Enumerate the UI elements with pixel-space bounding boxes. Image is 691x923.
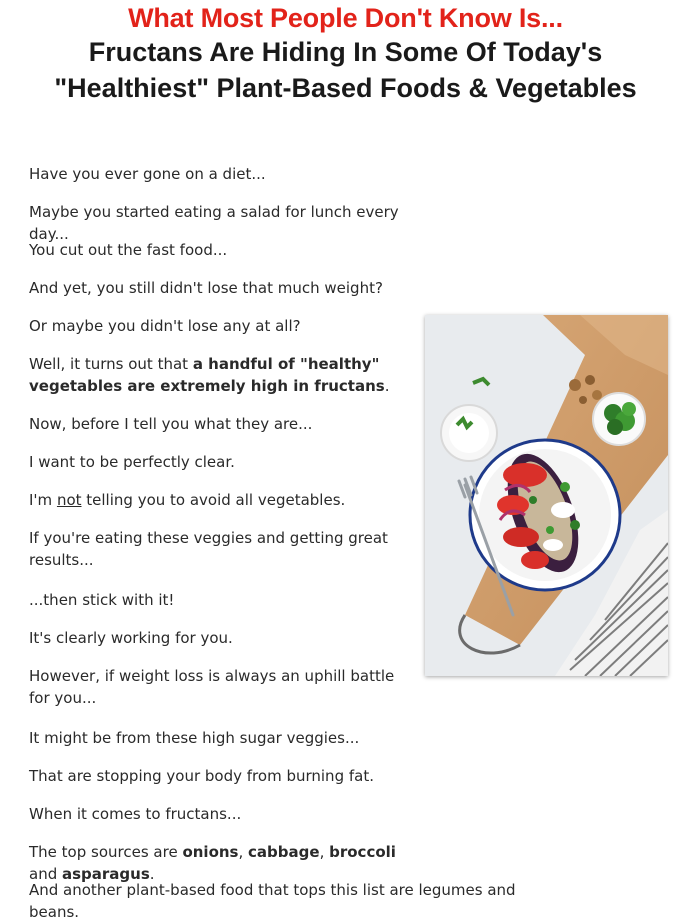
paragraph (29, 489, 399, 511)
text-segment: and (29, 865, 62, 883)
paragraph: If you're eating these veggies and getting great results... (29, 529, 388, 569)
bold-text: cabbage (248, 843, 320, 861)
text-segment: , (238, 843, 249, 861)
paragraph: Maybe you started eating a salad for lunch every day... (29, 203, 399, 243)
paragraph: It might be from these high sugar veggies... (29, 729, 360, 747)
eggplant-salad-illustration (425, 315, 668, 676)
paragraph: And another plant-based food that tops this list are legumes and beans. (29, 881, 516, 921)
text-segment: telling you to avoid all vegetables. (81, 491, 346, 509)
text-segment: I'm (29, 491, 57, 509)
headline-title: Fructans Are Hiding In Some Of Today's "Healthiest" Plant-Based Foods & Vegetables (54, 37, 637, 103)
paragraph: ...then stick with it! (29, 591, 175, 609)
paragraph: I want to be perfectly clear. (29, 453, 235, 471)
headline-kicker: What Most People Don't Know Is... (128, 3, 563, 33)
paragraph: Now, before I tell you what they are... (29, 415, 313, 433)
underlined-text: not (56, 491, 82, 509)
article-body (29, 163, 516, 923)
text-segment: . (149, 865, 155, 883)
bold-text: onions (182, 843, 239, 861)
bold-text: asparagus (62, 865, 150, 883)
text-segment: Well, it turns out that (29, 355, 193, 373)
paragraph: You cut out the fast food... (29, 241, 228, 259)
text-segment: , (319, 843, 330, 861)
text-segment: . (384, 377, 390, 395)
paragraph: Have you ever gone on a diet... (29, 165, 266, 183)
paragraph: Or maybe you didn't lose any at all? (29, 317, 301, 335)
paragraph (29, 353, 399, 397)
bold-text: a handful of "healthy" vegetables are extremely high in fructans (29, 355, 385, 395)
text-segment: The top sources are (29, 843, 183, 861)
paragraph: And yet, you still didn't lose that much weight? (29, 279, 383, 297)
paragraph: That are stopping your body from burning fat. (29, 767, 374, 785)
headline (0, 0, 691, 106)
bold-text: broccoli (329, 843, 396, 861)
food-photo (425, 315, 668, 676)
paragraph: When it comes to fructans... (29, 805, 242, 823)
paragraph: It's clearly working for you. (29, 629, 233, 647)
paragraph: However, if weight loss is always an uphill battle for you... (29, 667, 395, 707)
